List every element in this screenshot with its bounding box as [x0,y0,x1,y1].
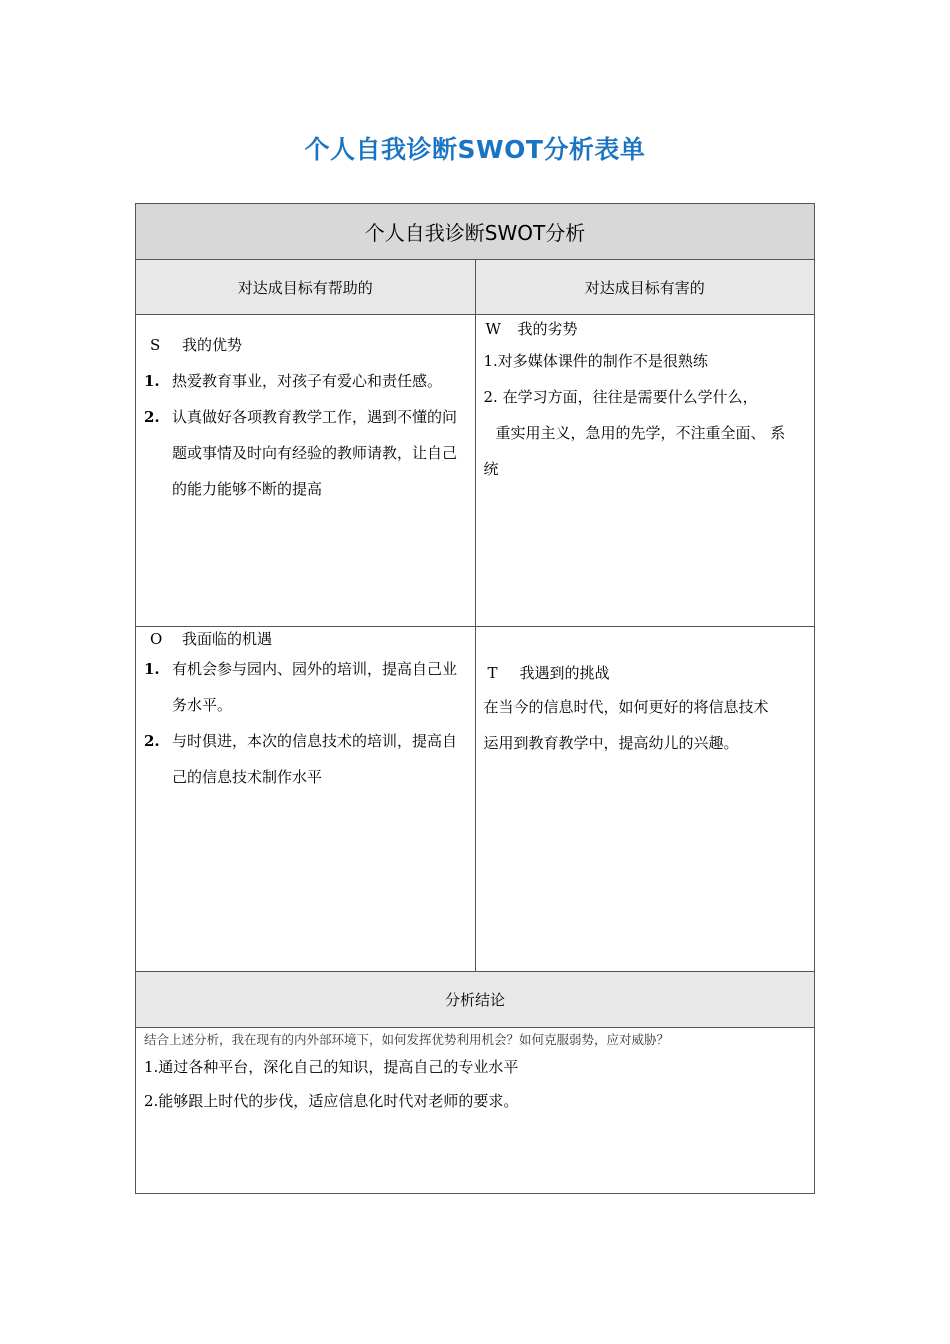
strengths-item-number: 2. [144,408,160,426]
strengths-cell [136,315,476,627]
swot-table [135,203,815,1194]
column-harmful-header: 对达成目标有害的 [475,260,815,315]
strengths-title: 我的优势 [182,336,243,354]
strengths-heading [144,327,467,363]
opportunities-cell [136,627,476,972]
opportunities-heading [144,627,467,651]
strengths-item-text: 热爱教育事业，对孩子有爱心和责任感。 [172,372,443,390]
conclusion-header: 分析结论 [136,972,815,1028]
weaknesses-line: 重实用主义，急用的先学，不注重全面、 系 [495,424,786,442]
weaknesses-cell [475,315,815,627]
weaknesses-heading [484,315,807,343]
strengths-item [144,363,467,399]
opportunities-item [144,651,467,723]
conclusion-line: 2.能够跟上时代的步伐，适应信息化时代对老师的要求。 [144,1092,519,1110]
page-title: 个人自我诊断SWOT分析表单 [304,135,646,164]
opportunities-title: 我面临的机遇 [182,630,273,648]
conclusion-question: 结合上述分析，我在现有的内外部环境下，如何发挥优势利用机会？如何克服弱势，应对威胁？ [144,1032,670,1047]
threats-line: 运用到教育教学中，提高幼儿的兴趣。 [483,734,739,752]
threats-heading [484,657,807,689]
strengths-item [144,399,467,507]
weaknesses-title: 我的劣势 [517,320,578,338]
weaknesses-line: 统 [483,460,499,478]
threats-line: 在当今的信息时代，如何更好的将信息技术 [483,698,769,716]
opportunities-letter: O [150,630,163,648]
threats-cell [475,627,815,972]
opportunities-item-text: 有机会参与园内、园外的培训，提高自己业务水平。 [172,660,458,714]
conclusion-line: 1.通过各种平台，深化自己的知识，提高自己的专业水平 [144,1058,519,1076]
weaknesses-line: 2. 在学习方面，往往是需要什么学什么， [483,388,758,406]
swot-table-header: 个人自我诊断SWOT分析 [136,204,815,260]
opportunities-item-text: 与时俱进，本次的信息技术的培训，提高自己的信息技术制作水平 [172,732,458,786]
opportunities-item [144,723,467,795]
strengths-letter: S [150,336,161,354]
weaknesses-letter: W [485,320,501,338]
weaknesses-line: 1.对多媒体课件的制作不是很熟练 [483,352,708,370]
conclusion-cell [136,1028,815,1194]
opportunities-item-number: 1. [144,660,160,678]
opportunities-item-number: 2. [144,732,160,750]
strengths-item-text: 认真做好各项教育教学工作，遇到不懂的问题或事情及时向有经验的教师请教，让自己的能力能够不断的提高 [172,408,458,498]
strengths-item-number: 1. [144,372,160,390]
threats-letter: T [487,664,498,682]
column-helpful-header: 对达成目标有帮助的 [136,260,476,315]
threats-title: 我遇到的挑战 [519,664,610,682]
